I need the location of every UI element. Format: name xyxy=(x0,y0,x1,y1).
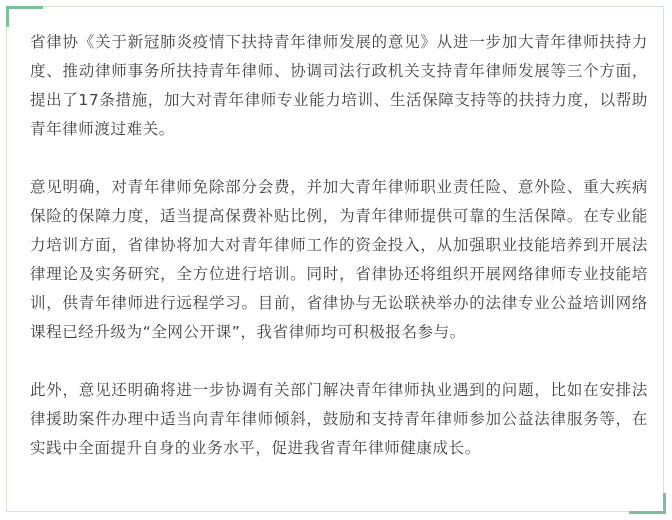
frame-corner-bottom-right xyxy=(629,493,666,514)
article-body xyxy=(30,28,648,492)
frame-corner-top-left xyxy=(6,6,43,27)
paragraph-coordination: 此外，意见还明确将进一步协调有关部门解决青年律师执业遇到的问题，比如在安排法律援助案件办理中适当向青年律师倾斜，鼓励和支持青年律师参加公益法律服务等，在实践中全面提升自身的业务水平，促进我省青年律师健康成长。 xyxy=(30,381,648,457)
paragraph-measures: 意见明确，对青年律师免除部分会费，并加大青年律师职业责任险、意外险、重大疾病保险的保障力度，适当提高保费补贴比例，为青年律师提供可靠的生活保障。在专业能力培训方面，省律协将加大对青年律师工作的资金投入，从加强职业技能培养到开展法律理论及实务研究，全方位进行培训。同时，省律协还将组织开展网络律师专业技能培训，供青年律师进行远程学习。目前，省律协与无讼联袂举办的法律专业公益培训网络课程已经升级为“全网公开课”，我省律师均可积极报名参与。 xyxy=(30,178,648,341)
paragraph-intro: 省律协《关于新冠肺炎疫情下扶持青年律师发展的意见》从进一步加大青年律师扶持力度、推动律师事务所扶持青年律师、协调司法行政机关支持青年律师发展等三个方面，提出了17条措施，加大对青年律师专业能力培训、生活保障支持等的扶持力度，以帮助青年律师渡过难关。 xyxy=(30,33,648,138)
